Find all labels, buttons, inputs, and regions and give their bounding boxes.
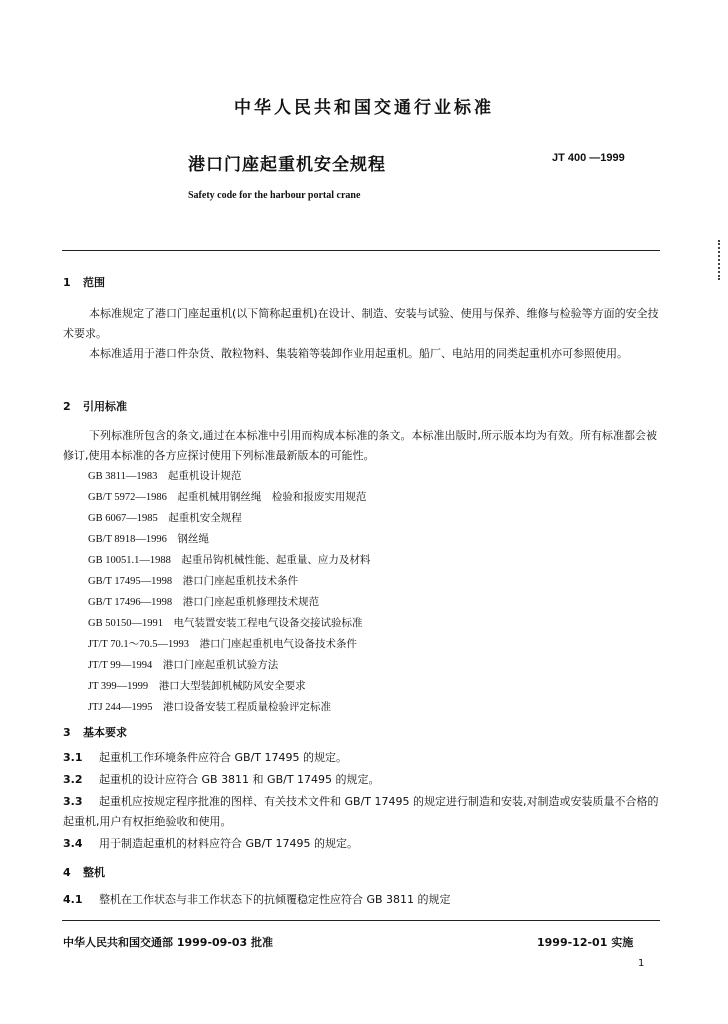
reference-item: GB 10051.1—1988 起重吊钩机械性能、起重量、应力及材料 (88, 554, 371, 566)
section-number: 4 (63, 866, 71, 879)
header-divider (62, 250, 660, 251)
document-title-en: Safety code for the harbour portal crane (188, 190, 361, 201)
reference-item: GB 3811—1983 起重机设计规范 (88, 470, 242, 482)
section-2-intro: 下列标准所包含的条文,通过在本标准中引用而构成本标准的条文。本标准出版时,所示版本均为有效。所有标准都会被修订,使用本标准的各方应探讨使用下列标准最新版本的可能性。 (63, 429, 657, 462)
reference-item: GB/T 5972—1986 起重机械用钢丝绳 检验和报废实用规范 (88, 491, 367, 503)
section-number: 3 (63, 726, 71, 739)
section-4-heading (63, 864, 105, 880)
section-title: 整机 (83, 866, 105, 879)
clause-3-1: 3.1 起重机工作环境条件应符合 GB/T 17495 的规定。 (63, 751, 347, 764)
section-title: 基本要求 (83, 726, 127, 739)
reference-item: GB/T 17496—1998 港口门座起重机修理技术规范 (88, 596, 320, 608)
clause-3-3: 3.3 起重机应按规定程序批准的图样、有关技术文件和 GB/T 17495 的规定进行制造和安装,对制造或安装质量不合格的起重机,用户有权拒绝验收和使用。 (63, 795, 659, 828)
section-number: 1 (63, 276, 71, 289)
clause-3-4: 3.4 用于制造起重机的材料应符合 GB/T 17495 的规定。 (63, 837, 358, 850)
clause-4-1: 4.1 整机在工作状态与非工作状态下的抗倾覆稳定性应符合 GB 3811 的规定 (63, 893, 451, 906)
reference-item: GB/T 8918—1996 钢丝绳 (88, 533, 209, 545)
section-number: 2 (63, 400, 71, 413)
section-1-paragraph-2: 本标准适用于港口件杂货、散粒物料、集装箱等装卸作业用起重机。船厂、电站用的同类起重机亦可参照使用。 (89, 347, 628, 360)
reference-item: JT/T 70.1～70.5—1993 港口门座起重机电气设备技术条件 (88, 638, 358, 650)
section-3-heading (63, 724, 127, 740)
standard-org-title: 中华人民共和国交通行业标准 (234, 98, 494, 118)
implementation-date: 1999-12-01 实施 (537, 936, 634, 949)
reference-item: JT/T 99—1994 港口门座起重机试验方法 (88, 659, 279, 671)
approval-line: 中华人民共和国交通部 1999-09-03 批准 (63, 936, 274, 949)
reference-item: GB 6067—1985 起重机安全规程 (88, 512, 242, 524)
reference-item: JTJ 244—1995 港口设备安装工程质量检验评定标准 (88, 701, 331, 713)
section-title: 范围 (83, 276, 105, 289)
clause-3-2: 3.2 起重机的设计应符合 GB 3811 和 GB/T 17495 的规定。 (63, 773, 380, 786)
section-1-heading (63, 274, 105, 290)
reference-item: GB/T 17495—1998 港口门座起重机技术条件 (88, 575, 299, 587)
reference-item: GB 50150—1991 电气装置安装工程电气设备交接试验标准 (88, 617, 363, 629)
document-title-cn: 港口门座起重机安全规程 (188, 155, 386, 175)
section-1-paragraph-1: 本标准规定了港口门座起重机(以下简称起重机)在设计、制造、安装与试验、使用与保养、维修与检验等方面的安全技术要求。 (63, 307, 659, 340)
edge-scan-mark (718, 240, 723, 280)
standard-code: JT 400 —1999 (552, 152, 625, 164)
reference-item: JT 399—1999 港口大型装卸机械防风安全要求 (88, 680, 306, 692)
footer-divider (62, 920, 660, 921)
section-title: 引用标准 (83, 400, 127, 413)
section-2-heading (63, 398, 127, 414)
page-number: 1 (638, 958, 645, 969)
